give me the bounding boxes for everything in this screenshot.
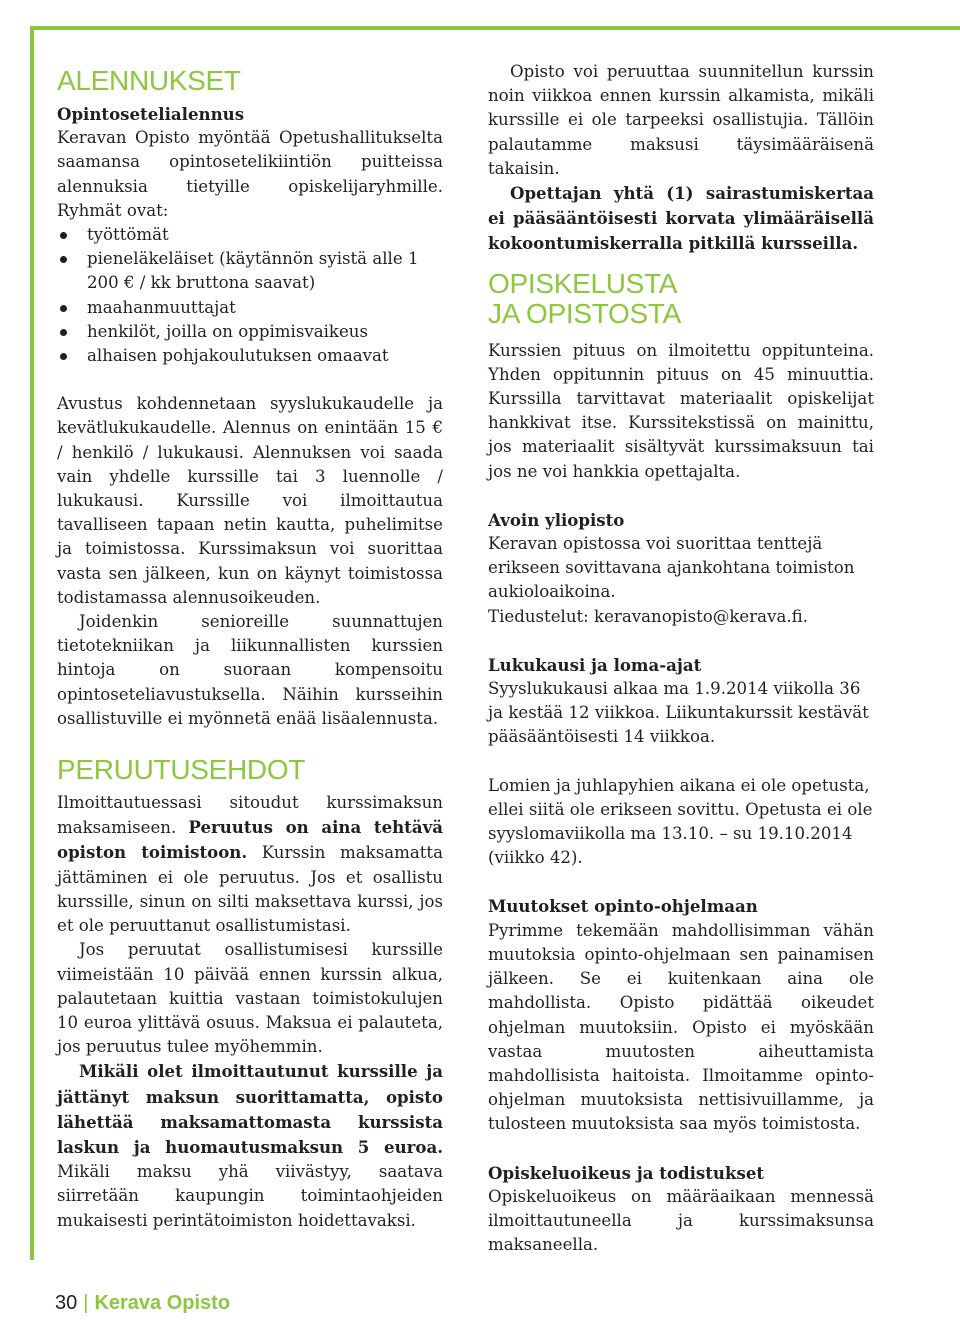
text-run: Ilmoittautuessasi sitoudut kurssimaksun maksamiseen.: [57, 793, 443, 838]
spacer: [488, 750, 874, 774]
footer-separator: |: [83, 1292, 89, 1314]
text-run: Mikäli maksu yhä viivästyy, saatava siirretään kaupungin toimintaohjeiden mukaisesti perintätoimiston hoidettavaksi.: [57, 1162, 443, 1230]
text-run-bold: Mikäli olet ilmoittautunut kurssille ja jättänyt maksun suorittamatta, opisto lähettää maksamattomasta kurssista laskun ja huomautusmaksun 5 euroa.: [57, 1061, 443, 1157]
subheading-opintosetelialennus: Opintosetelialennus: [57, 104, 245, 124]
paragraph-intro: Keravan Opisto myöntää Opetushallitukselta saamansa opintosetelikiintiön puitteissa alennuksia tietyille opiskelijaryhmille. Ryhmät ovat:: [57, 128, 443, 220]
heading-peruutusehdot: PERUUTUSEHDOT: [57, 754, 306, 786]
subheading-avoin-yliopisto: Avoin yliopisto: [488, 509, 625, 530]
page-number: 30: [55, 1292, 78, 1314]
spacer: [488, 629, 874, 653]
paragraph-avoin-yliopisto: Keravan opistossa voi suorittaa tenttejä erikseen sovittavana ajankohtana toimiston aukioloaikoina.: [488, 534, 855, 602]
text-run-bold: Opettajan yhtä (1) sairastumiskertaa ei pääsääntöisesti korvata ylimääräisellä kokoontumiskerralla pitkillä kursseilla.: [488, 183, 874, 254]
subheading-muutokset: Muutokset opinto-ohjelmaan: [488, 896, 758, 917]
list-item: alhaisen pohjakoulutuksen omaavat: [57, 344, 443, 368]
spacer: [57, 368, 443, 392]
paragraph-lomat: Lomien ja juhlapyhien aikana ei ole opetusta, ellei siitä ole erikseen sovittu. Opetusta ei ole syyslomaviikolla ma 13.10. – su 19.10.2014 (viikko 42).: [488, 775, 873, 868]
paragraph-avustus: Avustus kohdennetaan syyslukukaudelle ja kevätlukukaudelle. Alennus on enintään 15 € / henkilö / lukukausi. Alennuksen voi saada vain yhdelle kurssille tai 3 luennolle / lukukausi. Kurssille voi ilmoittautua tavalliseen tapaan netin kautta, puhelimitse ja toimistossa. Kurssimaksun voi suorittaa vasta sen jälkeen, kun on käynyt toimistossa todistamassa alennusoikeuden.: [57, 394, 443, 607]
text-run-bold: Peruutus on aina tehtävä opiston toimistoon.: [57, 817, 443, 863]
left-column: [57, 66, 443, 1233]
spacer: [488, 1137, 874, 1161]
paragraph-lasku: [57, 1059, 443, 1232]
list-item: työttömät: [57, 223, 443, 247]
group-list: [57, 223, 443, 368]
spacer: [57, 731, 443, 755]
spacer: [488, 870, 874, 894]
spacer: [488, 484, 874, 508]
paragraph-kurssien-pituus: Kurssien pituus on ilmoitettu oppitunteina. Yhden oppitunnin pituus on 45 minuuttia. Kurssilla tarvittavat materiaalit opiskelijat hankkivat itse. Kurssitekstissä on mainittu, jos materiaalit sisältyvät kurssimaksuun tai jos ne voi hankkia opettajalta.: [488, 340, 874, 481]
paragraph-palautus: Jos peruutat osallistumisesi kurssille viimeistään 10 päivää ennen kurssin alkua, palautetaan kuittia vastaan toimistokulujen 10 euroa ylittävä osuus. Maksua ei palauteta, jos peruutus tulee myöhemmin.: [57, 940, 443, 1057]
list-item: henkilöt, joilla on oppimisvaikeus: [57, 320, 443, 344]
heading-alennukset: ALENNUKSET: [57, 65, 241, 96]
contact-email: Tiedustelut: keravanopisto@kerava.fi.: [488, 606, 808, 626]
page-footer: [55, 1292, 230, 1315]
list-item: pieneläkeläiset (käytännön syistä alle 1 200 € / kk bruttona saavat): [57, 247, 443, 295]
text-run: Kurssin maksamatta jättäminen ei ole peruutus. Jos et osallistu kurssille, sinun on silti maksettava kurssi, jos et ole peruuttanut osallistumistasi.: [57, 843, 443, 936]
list-item: maahanmuuttajat: [57, 296, 443, 320]
heading-line: OPISKELUSTA: [488, 267, 678, 299]
subheading-opiskeluoikeus: Opiskeluoikeus ja todistukset: [488, 1162, 765, 1183]
heading-opiskelusta: [488, 269, 874, 329]
paragraph-sairastuminen: [488, 181, 874, 257]
paragraph-seniorit: Joidenkin senioreille suunnattujen tietotekniikan ja liikunnallisten kurssien hintoja on suoraan kompensoitu opintoseteliavustuksella. Näihin kursseihin osallistuville ei myönnetä enää lisäalennusta.: [57, 612, 443, 728]
footer-brand: Kerava Opisto: [94, 1292, 231, 1314]
paragraph-kurssin-peruutus: Opisto voi peruuttaa suunnitellun kurssin noin viikkoa ennen kurssin alkamista, mikäli kurssille ei ole tarpeeksi osallistujia. Tällöin palautamme maksusi täysimääräisenä takaisin.: [488, 62, 874, 178]
paragraph-muutokset: Pyrimme tekemään mahdollisimman vähän muutoksia opinto-ohjelmaan sen painamisen jälkeen. Se ei kuitenkaan aina ole mahdollista. Opisto pidättää oikeudet ohjelman muutoksiin. Opisto ei myöskään vastaa muutosten aiheuttamista mahdollisista haitoista. Ilmoitamme opinto-ohjelman muutoksista nettisivuillamme, ja tulosteen muutoksista saa myös toimistosta.: [488, 920, 874, 1134]
paragraph-opiskeluoikeus: Opiskeluoikeus on määräaikaan mennessä ilmoittautuneella ja kurssimaksunsa maksaneella.: [488, 1186, 874, 1255]
right-column: [488, 60, 874, 1257]
heading-line: JA OPISTOSTA: [488, 297, 681, 329]
paragraph-sitoutuminen: [57, 791, 443, 938]
subheading-lukukausi: Lukukausi ja loma-ajat: [488, 654, 702, 675]
paragraph-lukukausi: Syyslukukausi alkaa ma 1.9.2014 viikolla 36 ja kestää 12 viikkoa. Liikuntakurssit kestävät pääsääntöisesti 14 viikkoa.: [488, 679, 869, 747]
